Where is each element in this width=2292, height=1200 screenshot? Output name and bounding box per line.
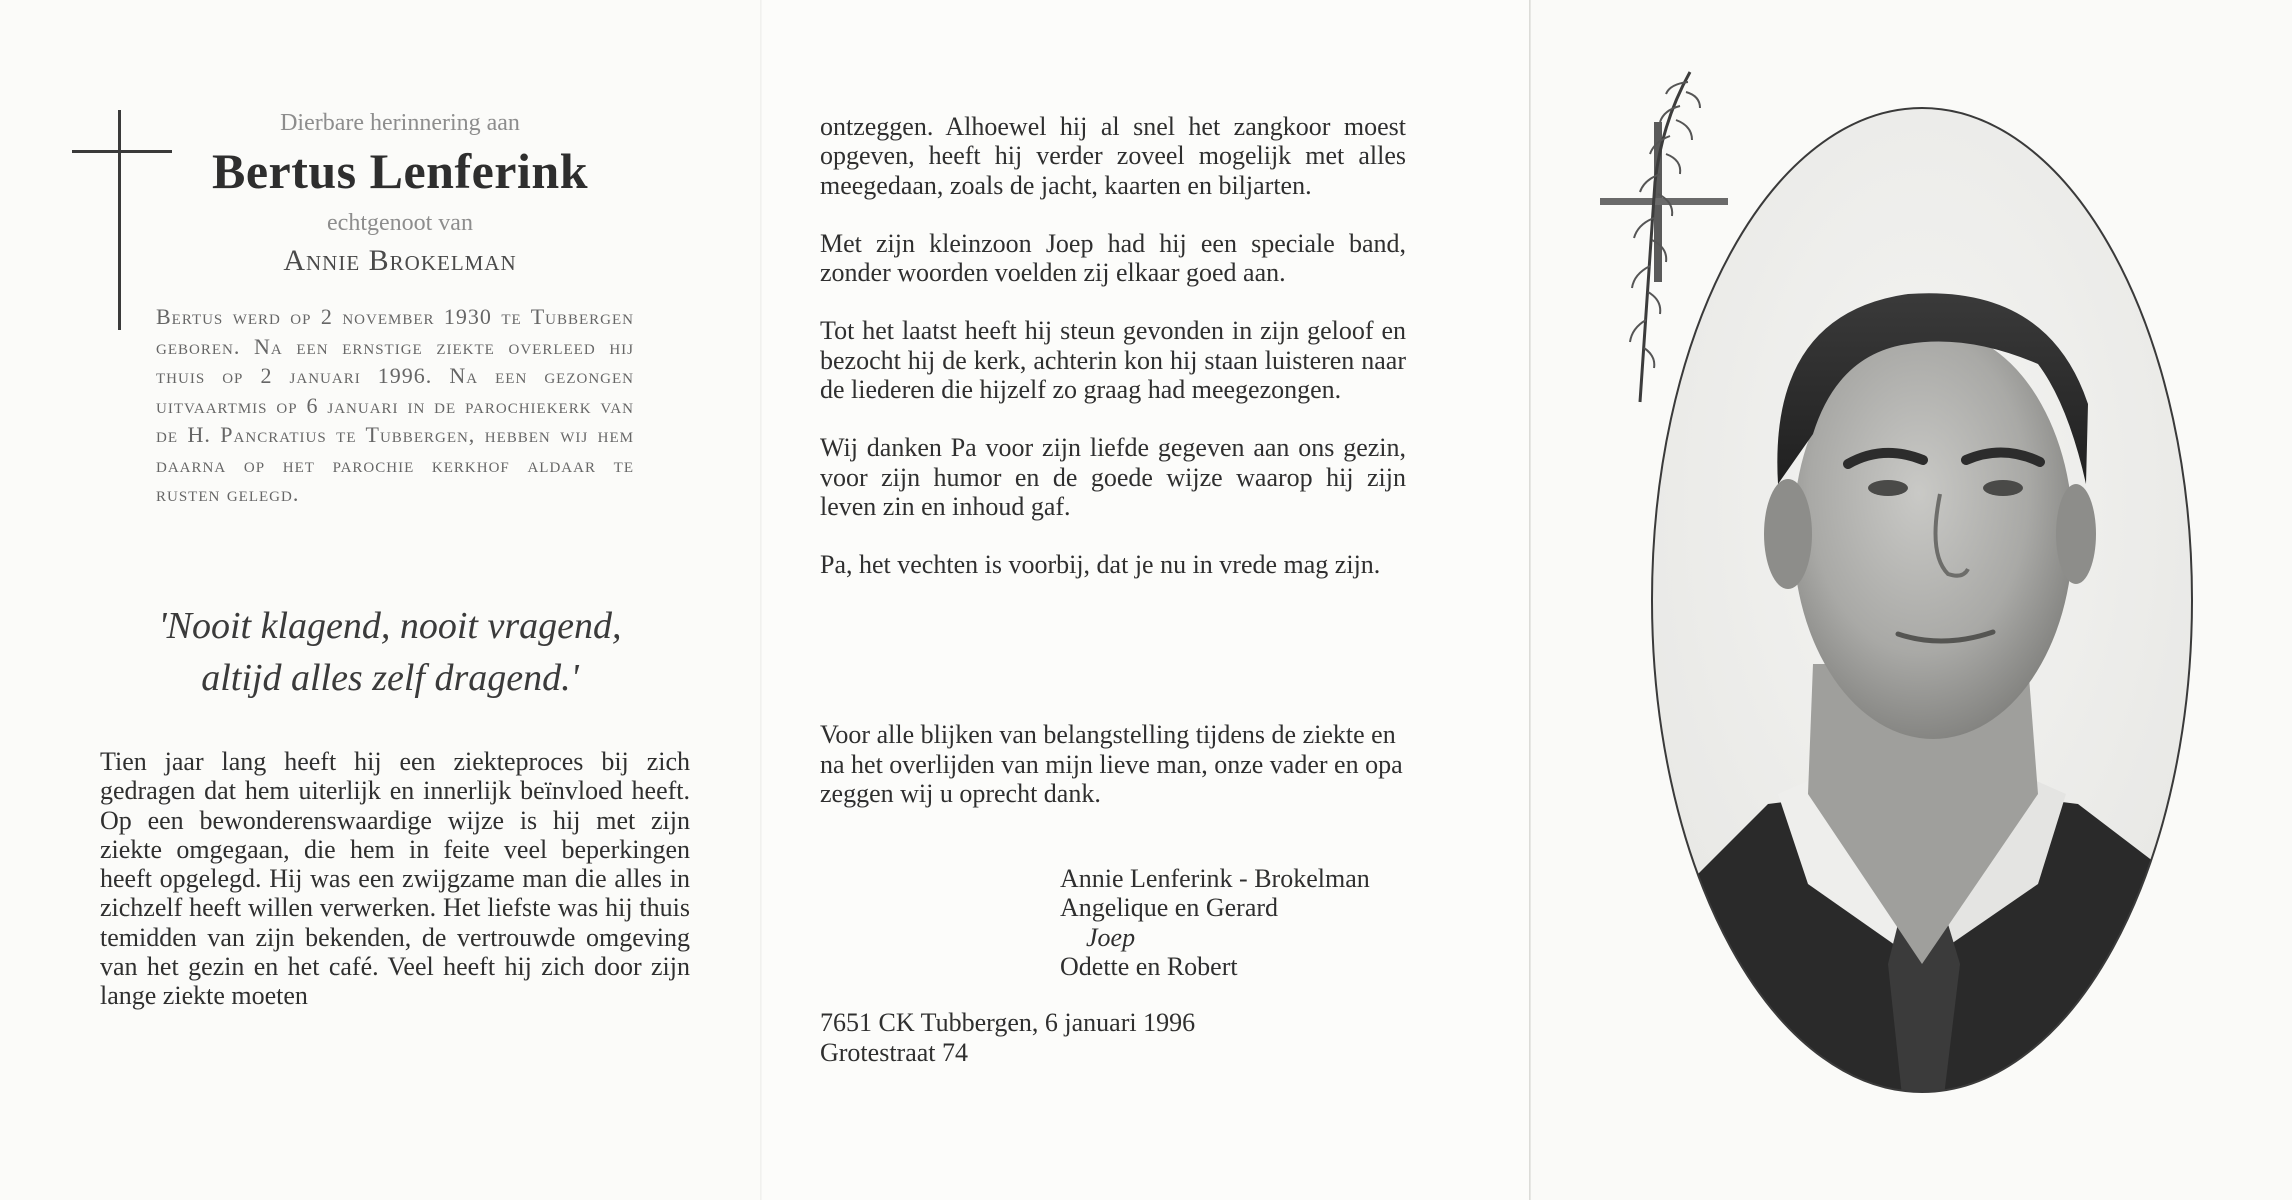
signature-line: Angelique en Gerard bbox=[1060, 893, 1279, 923]
left-body-text: Tien jaar lang heeft hij een ziekteproces bij zich gedragen dat hem uiterlijk en innerlijk beïnvloed heeft. Op een bewonderenswaardige wijze is hij met zijn ziekte omgegaan, die hem in feite veel beperkingen heeft opgelegd. Hij was een zwijgzame man die alles in zichzelf heeft willen verwerken. Het liefste was hij thuis temidden van zijn bekenden, de vertrouwde omgeving van het gezin en het café. Veel heeft hij zich door zijn lange ziekte moeten bbox=[100, 747, 690, 1011]
signatures bbox=[1060, 864, 1460, 981]
fold-line bbox=[760, 0, 762, 1200]
paragraph: Met zijn kleinzoon Joep had hij een speciale band, zonder woorden voelden zij elkaar goed aan. bbox=[820, 228, 1406, 288]
thanks-text: Voor alle blijken van belangstelling tijdens de ziekte en na het overlijden van mijn lieve man, onze vader en opa zeggen wij u oprecht dank. bbox=[820, 720, 1403, 808]
address-line: 7651 CK Tubbergen, 6 januari 1996 bbox=[820, 1008, 1196, 1037]
signature-line: Odette en Robert bbox=[1060, 951, 1238, 981]
address-line: Grotestraat 74 bbox=[820, 1037, 969, 1067]
fold-line bbox=[1529, 0, 1531, 1200]
spouse-name: Annie Brokelman bbox=[283, 244, 517, 277]
paragraph: ontzeggen. Alhoewel hij al snel het zangkoor moest opgeven, heeft hij verder zoveel mogelijk met alles meegedaan, zoals de jacht, kaarten en biljarten. bbox=[820, 112, 1406, 200]
paragraph: Tot het laatst heeft hij steun gevonden in zijn geloof en bezocht hij de kerk, achterin kon hij staan luisteren naar de liederen die hijzelf zo graag had meegezongen. bbox=[820, 316, 1406, 405]
signature-line: Joep bbox=[1086, 922, 1136, 952]
quote-line: 'Nooit klagend, nooit vragend, bbox=[158, 605, 622, 647]
palm-cross-icon bbox=[1600, 62, 1740, 412]
quote-line: altijd alles zelf dragend.' bbox=[201, 657, 579, 699]
middle-body-text bbox=[820, 112, 1406, 580]
cross-icon bbox=[118, 110, 121, 330]
address bbox=[820, 1008, 1320, 1067]
spouse-label: echtgenoot van bbox=[327, 210, 473, 236]
memorial-quote bbox=[110, 600, 670, 704]
paragraph: Pa, het vechten is voorbij, dat je nu in vrede mag zijn. bbox=[820, 550, 1381, 580]
deceased-name: Bertus Lenferink bbox=[211, 143, 589, 199]
biography-text: Bertus werd op 2 november 1930 te Tubbergen geboren. Na een ernstige ziekte overleed hij thuis op 2 januari 1996. Na een gezongen uitvaartmis op 6 januari in de parochiekerk van de H. Pancratius te Tubbergen, hebben wij hem daarna op het parochie kerkhof aldaar te rusten gelegd. bbox=[156, 304, 635, 506]
signature-line: Annie Lenferink - Brokelman bbox=[1060, 864, 1370, 893]
paragraph: Wij danken Pa voor zijn liefde gegeven aan ons gezin, voor zijn humor en de goede wijze waarop hij zijn leven zin en inhoud gaf. bbox=[820, 433, 1406, 521]
intro-text: Dierbare herinnering aan bbox=[280, 110, 520, 136]
